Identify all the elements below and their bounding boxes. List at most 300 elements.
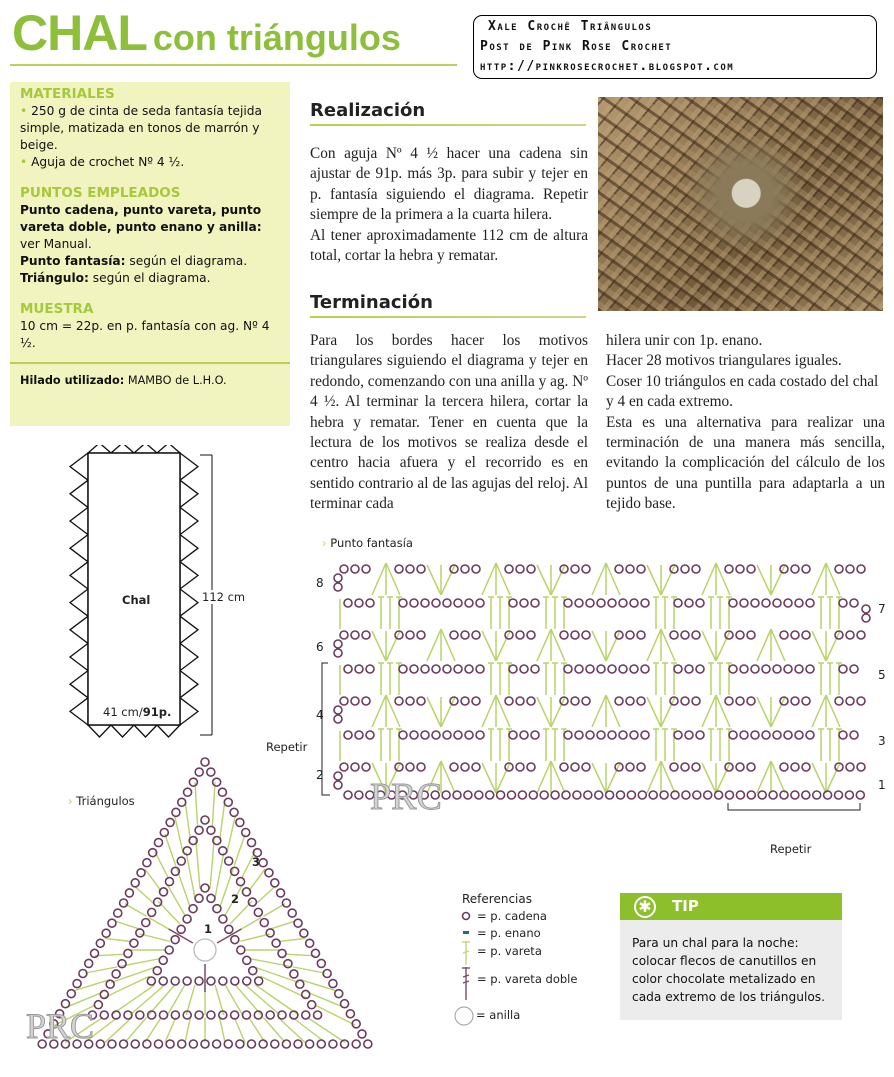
chain-stitch: [835, 697, 843, 705]
chain-stitch: [96, 1040, 104, 1048]
chain-stitch: [846, 697, 854, 705]
chain-stitch: [516, 697, 524, 705]
chain-stitch: [505, 697, 513, 705]
chain-stitch: [626, 565, 634, 573]
chain-stitch: [637, 565, 645, 573]
row-number: 3: [878, 734, 886, 748]
hilado-label: Hilado utilizado:: [20, 374, 125, 387]
chain-stitch: [845, 791, 853, 799]
chain-stitch: [308, 1001, 316, 1009]
chain-stitch: [516, 565, 524, 573]
chain-stitch: [560, 631, 568, 639]
vareta-stitch: [167, 885, 184, 915]
chain-stitch: [685, 599, 693, 607]
round-label: 1: [204, 922, 213, 936]
chain-stitch: [747, 763, 755, 771]
chain-stitch: [443, 599, 451, 607]
chain-stitch: [225, 857, 233, 865]
chain-stitch: [207, 1011, 215, 1019]
chain-stitch: [259, 859, 267, 867]
row-number: 2: [316, 768, 324, 782]
chain-stitch: [344, 599, 352, 607]
row-number: 1: [878, 778, 886, 792]
chain-stitch: [366, 599, 374, 607]
chain-stitch: [366, 665, 374, 673]
chain-stitch: [108, 919, 116, 927]
chain-stitch: [509, 599, 517, 607]
chain-stitch: [564, 731, 572, 739]
vareta-stitch: [249, 869, 265, 891]
vareta-stitch: [105, 938, 132, 941]
chain-stitch: [171, 977, 179, 985]
chain-stitch: [366, 731, 374, 739]
chain-stitch: [619, 665, 627, 673]
chain-stitch: [762, 731, 770, 739]
chain-stitch: [597, 665, 605, 673]
chain-stitch: [476, 665, 484, 673]
chain-stitch: [516, 631, 524, 639]
chain-stitch: [120, 899, 128, 907]
chain-stitch: [288, 909, 296, 917]
chain-stitch: [231, 936, 239, 944]
chain-stitch: [597, 599, 605, 607]
chain-stitch: [153, 967, 161, 975]
chain-stitch: [758, 791, 766, 799]
paragraph: Al tener aproximadamente 112 cm de altura total, cortar la hebra y rematar.: [310, 226, 588, 265]
chain-stitch: [255, 977, 263, 985]
chain-stitch: [571, 631, 579, 639]
chain-stitch: [443, 665, 451, 673]
chain-stitch: [165, 946, 173, 954]
chain-stitch: [225, 925, 233, 933]
section-rule: [310, 124, 586, 126]
chain-stitch: [740, 731, 748, 739]
puntos-item: [20, 253, 280, 270]
chain-stitch: [681, 763, 689, 771]
chain-stitch: [136, 1011, 144, 1019]
paragraph: Hacer 28 motivos triangulares iguales.: [606, 352, 842, 370]
chain-stitch: [637, 631, 645, 639]
chain-stitch: [278, 949, 286, 957]
chain-stitch: [486, 791, 494, 799]
credit-author: Post de Pink Rose Crochet: [480, 39, 673, 54]
chain-stitch: [641, 599, 649, 607]
chain-stitch: [231, 977, 239, 985]
chain-stitch: [296, 980, 304, 988]
chain-stitch: [207, 894, 215, 902]
vareta-stitch: [95, 954, 125, 956]
material-text: 250 g de cinta de seda fantasía tejida simple, matizada en tonos de marrón y beige.: [20, 104, 262, 152]
shawl-photo: [598, 97, 883, 311]
chain-stitch: [762, 665, 770, 673]
chain-stitch: [195, 1011, 203, 1019]
chain-stitch: [432, 731, 440, 739]
paragraph: Coser 10 triángulos en cada costado del chal y 4 en cada extremo.: [606, 372, 879, 411]
chain-stitch: [195, 768, 203, 776]
vareta-stitch: [165, 834, 176, 865]
vareta-stitch: [293, 1018, 325, 1043]
chain-stitch: [461, 631, 469, 639]
chain-stitch: [692, 763, 700, 771]
chain-stitch: [505, 565, 513, 573]
chain-stitch: [704, 791, 712, 799]
chain-stitch: [160, 829, 168, 837]
chain-stitch: [649, 791, 657, 799]
turning-chain: [334, 649, 342, 657]
chain-stitch: [617, 791, 625, 799]
chain-stitch: [461, 763, 469, 771]
chain-stitch: [160, 1011, 168, 1019]
chain-stitch: [172, 808, 180, 816]
chain-stitch: [131, 1040, 139, 1048]
chain-stitch: [740, 599, 748, 607]
chain-stitch: [692, 565, 700, 573]
vareta-stitch: [249, 1018, 265, 1043]
chain-stitch: [762, 599, 770, 607]
chain-stitch: [747, 565, 755, 573]
chain-stitch: [740, 665, 748, 673]
chain-stitch: [751, 665, 759, 673]
vareta-stitch: [278, 938, 305, 941]
stitch-note: según el diagrama.: [129, 254, 248, 268]
chain-stitch: [630, 665, 638, 673]
chain-stitch: [355, 599, 363, 607]
chain-stitch: [608, 665, 616, 673]
chain-stitch: [294, 1040, 302, 1048]
chain-stitch: [586, 665, 594, 673]
row-number: 4: [316, 708, 324, 722]
credit-url[interactable]: http://pinkrosecrochet.blogspot.com: [480, 59, 735, 74]
chain-stitch: [846, 763, 854, 771]
watermark: PRC: [370, 776, 442, 818]
chain-stitch: [265, 869, 273, 877]
chain-stitch: [747, 697, 755, 705]
muestra-text: 10 cm = 22p. en p. fantasía con ag. Nº 4 ½.: [20, 319, 270, 350]
puntos-item: [20, 270, 280, 287]
chain-stitch: [224, 798, 232, 806]
chain-stitch: [627, 791, 635, 799]
chain-stitch: [835, 565, 843, 573]
vareta-stitch: [256, 886, 275, 903]
chain-stitch: [91, 949, 99, 957]
chain-stitch: [195, 977, 203, 985]
chain-stitch: [518, 791, 526, 799]
chain-stitch: [242, 888, 250, 896]
magic-ring: [194, 939, 216, 961]
chain-stitch: [183, 847, 191, 855]
chain-stitch: [806, 665, 814, 673]
chain-stitch: [736, 631, 744, 639]
vareta-stitch: [186, 853, 195, 898]
title-rule: [10, 64, 457, 66]
chain-stitch: [571, 697, 579, 705]
chain-stitch: [213, 905, 221, 913]
chain-stitch: [154, 1040, 162, 1048]
chain-stitch: [341, 1000, 349, 1008]
chain-stitch: [835, 791, 843, 799]
chain-stitch: [178, 798, 186, 806]
chain-stitch: [106, 980, 114, 988]
chain-stitch: [615, 565, 623, 573]
chain-stitch: [850, 599, 858, 607]
vareta-stitch: [185, 800, 190, 841]
chain-stitch: [725, 565, 733, 573]
chain-stitch: [802, 565, 810, 573]
asterisk-icon: ✱: [634, 896, 656, 918]
chain-stitch: [351, 631, 359, 639]
chain-stitch: [259, 1040, 267, 1048]
chain-stitch: [351, 697, 359, 705]
chain-stitch: [137, 869, 145, 877]
chain-stitch: [540, 791, 548, 799]
chain-stitch: [219, 977, 227, 985]
width-stitches: 91p.: [142, 705, 172, 719]
chain-stitch: [266, 929, 274, 937]
chain-stitch: [272, 939, 280, 947]
chain-stitch: [747, 791, 755, 799]
chain-stitch: [509, 731, 517, 739]
chain-stitch: [465, 599, 473, 607]
schematic-height: 112 cm: [202, 590, 246, 604]
chain-stitch: [242, 1011, 250, 1019]
chain-stitch: [395, 565, 403, 573]
chain-stitch: [362, 631, 370, 639]
chain-stitch: [362, 565, 370, 573]
chain-stitch: [846, 631, 854, 639]
chain-stitch: [248, 1040, 256, 1048]
vareta-stitch: [307, 992, 345, 1008]
chain-stitch: [195, 894, 203, 902]
chain-stitch: [682, 791, 690, 799]
paragraph: Para los bordes hacer los motivos triangulares siguiendo el diagrama y tejer en redondo, comenzando con una anilla y ag. Nº 4 ½. Al terminar la tercera hilera, cortar la hebra y rematar. Tener en cuenta que la lectura de los motivos se realiza desde el centro hacia afuera y el recorrido es en sentido contrario al de las agujas del reloj. Al terminar cada: [310, 332, 588, 513]
chain-stitch: [410, 665, 418, 673]
chain-stitch: [406, 565, 414, 573]
watermark: PRC: [26, 1006, 95, 1046]
chain-stitch: [154, 839, 162, 847]
chain-stitch: [472, 565, 480, 573]
stitch-note: según el diagrama.: [92, 271, 211, 285]
chain-stitch: [696, 665, 704, 673]
repeat-left-label: Repetir: [266, 740, 308, 754]
chain-stitch: [813, 791, 821, 799]
magic-ring-icon: [455, 1007, 473, 1025]
chain-stitch: [641, 665, 649, 673]
chain-stitch: [476, 731, 484, 739]
shawl-rectangle: [88, 453, 180, 725]
vareta-stitch: [271, 921, 295, 929]
chain-stitch: [213, 778, 221, 786]
chain-stitch: [531, 665, 539, 673]
vareta-stitch: [220, 1018, 225, 1043]
row-number: 6: [316, 640, 324, 654]
chain-stitch: [421, 731, 429, 739]
reference-item: = p. enano: [477, 926, 541, 940]
chain-stitch: [692, 697, 700, 705]
chain-stitch: [189, 1040, 197, 1048]
chain-stitch: [364, 1040, 372, 1048]
chain-stitch: [509, 665, 517, 673]
chain-stitch: [780, 763, 788, 771]
chain-stitch: [571, 763, 579, 771]
chain-stitch: [178, 1040, 186, 1048]
chain-stitch: [747, 631, 755, 639]
chain-stitch: [143, 1040, 151, 1048]
chain-stitch: [171, 936, 179, 944]
chain-stitch: [165, 878, 173, 886]
chain-stitch: [681, 631, 689, 639]
chain-stitch: [73, 980, 81, 988]
vareta-stitch: [307, 1018, 345, 1043]
chain-stitch: [726, 791, 734, 799]
chain-stitch: [177, 925, 185, 933]
vareta-stitch: [135, 886, 154, 903]
chain-stitch: [839, 665, 847, 673]
chain-stitch: [421, 665, 429, 673]
chain-stitch: [399, 599, 407, 607]
chain-stitch: [236, 1040, 244, 1048]
chain-stitch: [340, 565, 348, 573]
chain-stitch: [207, 768, 215, 776]
chain-stitch: [464, 791, 472, 799]
tip-text: Para un chal para la noche: colocar flecos de canutillos en color chocolate metalizado en cada extremo de los triángulos.: [632, 936, 826, 1004]
chain-stitch: [615, 697, 623, 705]
chain-stitch: [527, 697, 535, 705]
chain-stitch: [329, 1040, 337, 1048]
chain-stitch: [564, 665, 572, 673]
vareta-stitch: [125, 904, 147, 917]
chain-stitch: [344, 731, 352, 739]
vareta-stitch: [234, 1018, 245, 1043]
chain-stitch: [584, 791, 592, 799]
chain-stitch: [626, 631, 634, 639]
chain-stitch: [780, 631, 788, 639]
chain-stitch: [260, 919, 268, 927]
chain-stitch: [300, 929, 308, 937]
round-label: 3: [252, 855, 261, 869]
chain-stitch: [681, 697, 689, 705]
turning-chain: [862, 614, 870, 622]
chain-stitch: [346, 1010, 354, 1018]
chain-stitch: [784, 731, 792, 739]
chain-stitch: [791, 763, 799, 771]
vareta-stitch: [115, 921, 139, 929]
chain-stitch: [271, 879, 279, 887]
chain-stitch: [582, 565, 590, 573]
terminacion-text-col1: [310, 331, 588, 515]
turning-chain: [334, 640, 342, 648]
chain-stitch: [201, 816, 209, 824]
chain-stitch: [453, 791, 461, 799]
chain-stitch: [520, 731, 528, 739]
chain-stitch: [850, 731, 858, 739]
chain-stitch: [571, 565, 579, 573]
chain-stitch: [674, 599, 682, 607]
chain-stitch: [839, 731, 847, 739]
chain-stitch: [96, 939, 104, 947]
chain-stitch: [736, 791, 744, 799]
chain-stitch: [159, 977, 167, 985]
chain-stitch: [769, 791, 777, 799]
chain-stitch: [154, 898, 162, 906]
chain-stitch: [443, 731, 451, 739]
chain-stitch: [630, 731, 638, 739]
chain-stitch: [529, 791, 537, 799]
stitch-name: Triángulo:: [20, 271, 89, 285]
chain-stitch: [508, 791, 516, 799]
chain-stitch: [207, 977, 215, 985]
chain-stitch: [282, 899, 290, 907]
tip-header: [620, 893, 842, 920]
vareta-stitch: [175, 817, 183, 853]
chain-stitch: [465, 731, 473, 739]
chain-stitch: [736, 697, 744, 705]
chain-stitch: [417, 697, 425, 705]
chain-stitch: [237, 946, 245, 954]
muestra-heading: MUESTRA: [20, 301, 94, 317]
vareta-stitch: [315, 1005, 356, 1025]
chain-stitch: [472, 697, 480, 705]
chain-stitch: [344, 665, 352, 673]
chain-stitch: [693, 791, 701, 799]
chain-stitch: [362, 697, 370, 705]
chain-stitch: [638, 791, 646, 799]
credit-title: Xale Crochê Triângulos: [488, 19, 653, 34]
chain-stitch: [130, 939, 138, 947]
chain-stitch: [606, 791, 614, 799]
turning-chain: [334, 715, 342, 723]
chain-stitch: [317, 1040, 325, 1048]
chain-stitch: [237, 878, 245, 886]
chain-stitch: [736, 763, 744, 771]
reference-item: = p. vareta: [477, 944, 542, 958]
chain-stitch: [290, 970, 298, 978]
chain-stitch: [249, 967, 257, 975]
materiales-heading: MATERIALES: [20, 86, 115, 102]
chain-stitch: [314, 1011, 322, 1019]
chain-stitch: [341, 1040, 349, 1048]
chain-stitch: [102, 929, 110, 937]
chain-stitch: [857, 697, 865, 705]
chain-stitch: [406, 631, 414, 639]
chain-stitch: [736, 565, 744, 573]
reference-item: = anilla: [476, 1008, 521, 1022]
title-marker-icon: ›: [68, 794, 73, 808]
chain-stitch: [586, 731, 594, 739]
stitch-name: Punto cadena, punto vareta, punto vareta doble, punto enano y anilla:: [20, 203, 262, 234]
turning-chain: [334, 583, 342, 591]
chain-stitch: [516, 763, 524, 771]
chain-stitch: [266, 1011, 274, 1019]
chain-stitch: [85, 959, 93, 967]
chain-stitch: [406, 697, 414, 705]
chain-stitch: [856, 791, 864, 799]
chain-stitch: [670, 631, 678, 639]
tip-body: [620, 920, 842, 1020]
chain-stitch: [784, 599, 792, 607]
chain-stitch: [806, 731, 814, 739]
turning-chain: [334, 706, 342, 714]
chain-stitch: [114, 909, 122, 917]
vareta-stitch: [195, 782, 198, 827]
chain-stitch: [582, 763, 590, 771]
chain-stitch: [147, 977, 155, 985]
section-rule: [310, 316, 586, 318]
repeat-bracket: [728, 803, 860, 810]
row-number: 8: [316, 576, 324, 590]
chain-stitch: [626, 697, 634, 705]
chain-stitch: [608, 599, 616, 607]
chain-stitch: [560, 763, 568, 771]
